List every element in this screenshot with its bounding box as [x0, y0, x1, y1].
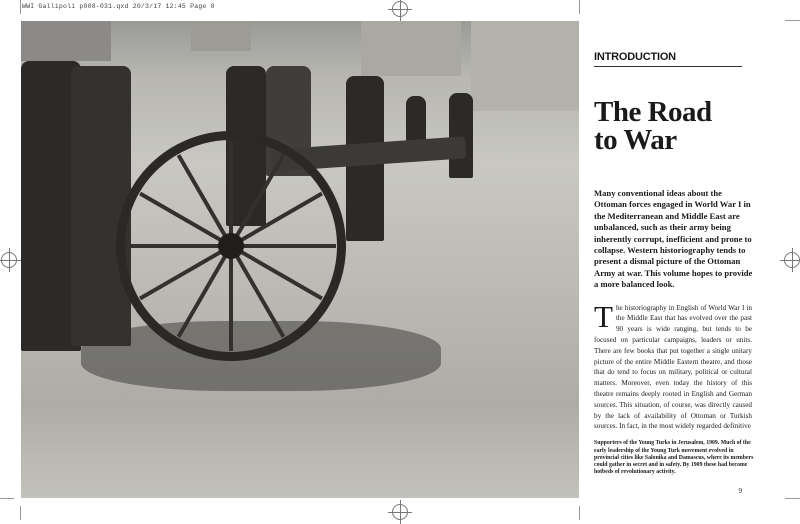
section-label: INTRODUCTION [594, 51, 676, 63]
registration-mark-icon [1, 252, 17, 268]
body-text: he historiography in English of World War I in the Middle East that has evolved over the past 90 years is wide ranging, but tends to be focused on particular campaigns, leaders or units. There are few books that put together a single unitary picture of the entire Middle Eastern theatre, and those that do tend to focus on military, political or cultural matters. Moreover, even today the history of this theatre remains deeply rooted in English and German sources. This situation, of course, was directly caused by the lack of availability of Ottoman or Turkish sources. In fact, in the most widely regarded definitive [594, 303, 752, 431]
file-slug: WWI Gallipoli p008-031.qxd 20/3/17 12:45 Page 8 [22, 3, 215, 10]
page-number: 9 [738, 486, 742, 495]
crop-mark [785, 498, 800, 499]
chapter-title [594, 98, 756, 154]
title-line-2: to War [594, 124, 677, 156]
drop-cap: T [594, 302, 613, 334]
crop-mark [20, 0, 21, 14]
registration-mark-icon [392, 1, 408, 17]
crop-mark [20, 506, 21, 520]
registration-mark-icon [392, 504, 408, 520]
historical-photo [21, 21, 579, 498]
title-line-1: The Road [594, 96, 712, 128]
crop-mark [785, 20, 800, 21]
lede-paragraph: Many conventional ideas about the Ottoman forces engaged in World War I in the Mediterranean and Middle East are unbalanced, such as their army being inherently corrupt, inefficient and prone to collapse. Western historiography tends to present a dismal picture of the Ottoman Army at war. This volume hopes to provide a more balanced look. [594, 188, 753, 290]
crop-mark [579, 506, 580, 520]
section-rule [594, 66, 742, 67]
crop-mark [0, 498, 14, 499]
registration-mark-icon [784, 252, 800, 268]
body-paragraph [594, 303, 752, 433]
text-column [594, 50, 756, 496]
crop-mark [579, 0, 580, 14]
photo-caption: Supporters of the Young Turks in Jerusalem, 1909. Much of the early leadership of the Young Turk movement evolved in provincial cities like Salonika and Damascus, where its members could gather in secret and in safety. By 1909 these had become hotbeds of revolutionary activity. [594, 440, 754, 476]
